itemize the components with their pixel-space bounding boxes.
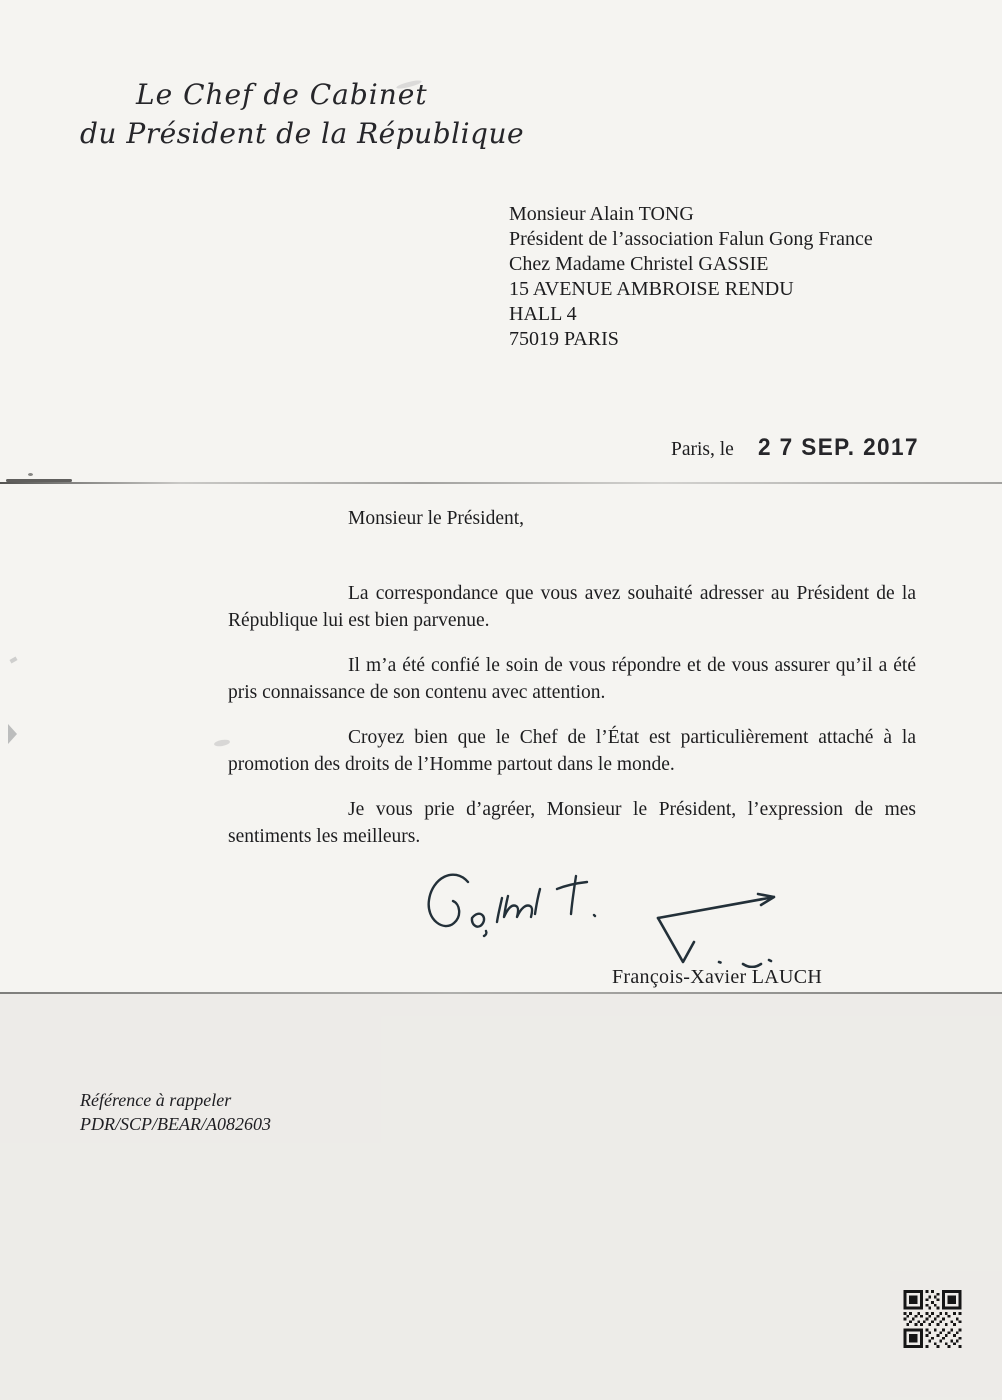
- dateline: [671, 434, 929, 462]
- qr-code-icon: [903, 1290, 962, 1348]
- body-paragraph-1: La correspondance que vous avez souhaité adresser au Président de la République lui est bien parvenue.: [228, 583, 916, 631]
- reference-block: [80, 1088, 271, 1136]
- letterhead-line1: Le Chef de Cabinet: [136, 78, 428, 111]
- scan-artifact-line-top: [0, 482, 1002, 484]
- handwritten-signature-icon: [424, 868, 602, 946]
- letterhead: [80, 78, 524, 150]
- body-paragraph-4: Je vous prie d’agréer, Monsieur le Président, l’expression de mes sentiments les meilleurs.: [228, 799, 916, 847]
- signer-name: François-Xavier LAUCH: [612, 966, 823, 988]
- scan-artifact-line-bottom: [0, 992, 1002, 994]
- scan-artifact-dot: [28, 473, 33, 476]
- letterhead-line2: du Président de la République: [80, 117, 525, 150]
- scan-smudge: [9, 657, 17, 664]
- date-place: Paris, le: [671, 439, 734, 460]
- recipient-street: 15 AVENUE AMBROISE RENDU: [509, 278, 794, 300]
- recipient-co: Chez Madame Christel GASSIE: [509, 253, 769, 275]
- body-paragraph-2: Il m’a été confié le soin de vous répondre et de vous assurer qu’il a été pris connaissance de son contenu avec attention.: [228, 655, 916, 703]
- salutation: Monsieur le Président,: [348, 508, 525, 529]
- recipient-name: Monsieur Alain TONG: [509, 203, 694, 225]
- scan-shade-band: [0, 994, 1002, 1400]
- recipient-title: Président de l’association Falun Gong France: [509, 228, 873, 250]
- recipient-address: [509, 202, 873, 352]
- scan-artifact-dash: [6, 479, 72, 482]
- recipient-hall: HALL 4: [509, 303, 577, 325]
- scan-smudge: [8, 724, 17, 744]
- body-paragraph-3: Croyez bien que le Chef de l’État est particulièrement attaché à la promotion des droits de l’Homme partout dans le monde.: [228, 727, 916, 775]
- recipient-city: 75019 PARIS: [509, 328, 619, 350]
- letter-body: [228, 505, 916, 868]
- date-stamp: 2 7 SEP. 2017: [757, 434, 919, 461]
- reference-code: PDR/SCP/BEAR/A082603: [80, 1114, 271, 1134]
- reference-label: Référence à rappeler: [80, 1090, 232, 1110]
- handwritten-paraph-arrow-icon: [648, 886, 793, 968]
